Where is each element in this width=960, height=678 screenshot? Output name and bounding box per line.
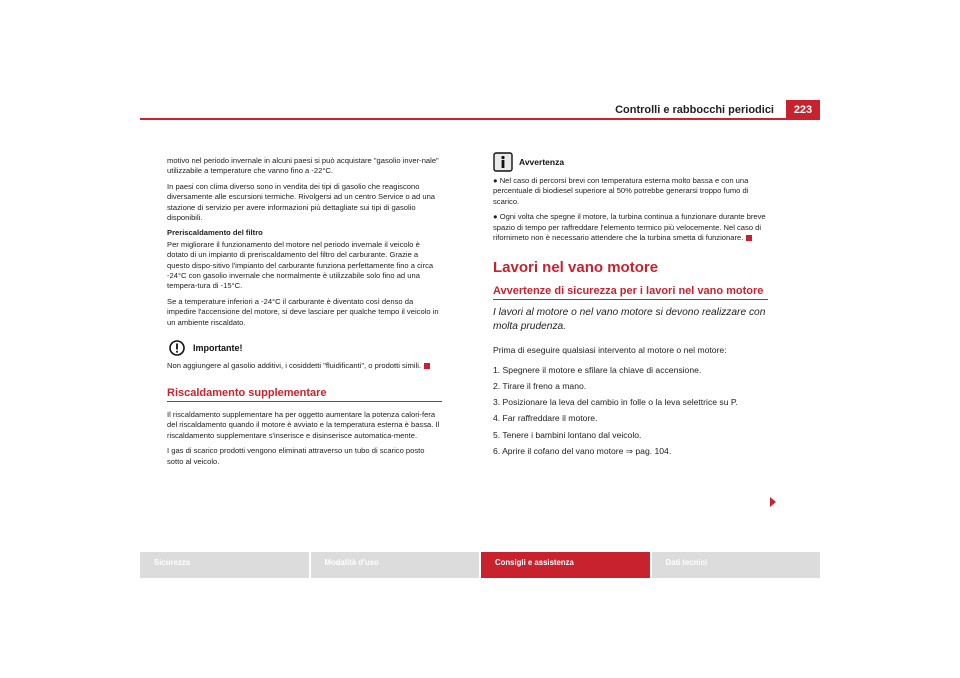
list-item: 2. Tirare il freno a mano. [493,380,587,391]
running-header-title: Controlli e rabbocchi periodici [615,104,774,116]
footer-tab-modalita-uso[interactable]: Modalità d'uso [311,552,480,578]
subheading-filter-preheating: Preriscaldamento del filtro [167,228,263,238]
section-title-engine-safety: Avvertenze di sicurezza per i lavori nel vano motore [493,284,764,297]
important-notice-header [167,338,442,358]
list-item: 1. Spegnere il motore e sfilare la chiave di accensione. [493,364,702,375]
chapter-title: Lavori nel vano motore [493,259,659,277]
section-divider [493,299,768,300]
list-item: 4. Far raffreddare il motore. [493,413,598,424]
paragraph: Il riscaldamento supplementare ha per oggetto aumentare la potenza calori-fera del riscaldamento quando il motore è avviato e la temperatura esterna è bassa. Il riscaldamento supplementare s'inserisce e disinserisce automatica-mente. [167,409,440,440]
list-item: 3. Posizionare la leva del cambio in folle o la leva selettrice su P. [493,397,738,408]
paragraph: Per migliorare il funzionamento del motore nel periodo invernale il veicolo è dotato di un impianto di preriscaldamento del filtro del carburante. Grazie a questo dispo-sitivo l'impianto del carburante funziona perfettamente fino a circa -24°C con gasolio invernale che normalmente è utilizzabile solo fino ad una tempera-tura di -15°C. [167,239,434,291]
procedure-intro: Prima di eseguire qualsiasi intervento al motore o nel motore: [493,345,727,356]
exclamation-icon [167,338,187,358]
warning-info-icon [493,152,513,172]
list-item: 6. Aprire il cofano del vano motore ⇒ pag. 104. [493,446,672,457]
end-of-section-mark [424,363,430,369]
page-number: 223 [786,100,820,120]
footer-tab-dati-tecnici[interactable]: Dati tecnici [652,552,821,578]
left-column [167,156,442,472]
bullet-icon: ● [493,176,500,185]
footer-navigation [140,552,820,578]
warning-notice-header [493,152,768,172]
end-of-section-mark [746,235,752,241]
footer-tab-consigli-assistenza[interactable]: Consigli e assistenza [481,552,650,578]
section-title-supplementary-heating: Riscaldamento supplementare [167,386,327,399]
bullet-icon: ● [493,212,500,222]
paragraph: In paesi con clima diverso sono in vendita dei tipi di gasolio che reagiscono diversamente alle escursioni termiche. Rivolgersi ad un centro Service o ad una stazione di servizio per avere informazioni più dettagliate sui tipi di gasolio disponibili. [167,181,436,223]
paragraph: motivo nel periodo invernale in alcuni paesi si può acquistare "gasolio inver-nale" utilizzabile a temperature che vanno fino a -22°C. [167,156,439,176]
important-text: Non aggiungere al gasolio additivi, i cosiddetti "fluidificanti", o prodotti simili. [167,361,442,371]
warning-bullet: ● Ogni volta che spegne il motore, la turbina continua a funzionare durante breve spazio di tempo per raffreddare l'elemento termico più velocemente. Nel caso di rifornimeto non è necessario attendere che la turbina smetta di funzionare. [493,212,766,243]
procedure-list [493,342,768,459]
header-divider [140,118,820,120]
right-column [493,152,768,459]
continue-arrow-icon [770,497,776,507]
section-divider [167,401,442,402]
warning-title: Avvertenza [519,156,565,167]
footer-tab-sicurezza[interactable]: Sicurezza [140,552,309,578]
lead-paragraph: I lavori al motore o nel vano motore si devono realizzare con molta prudenza. [493,307,766,333]
paragraph: I gas di scarico prodotti vengono eliminati attraverso un tubo di scarico posto sotto al veicolo. [167,446,425,466]
warning-bullet: ● Nel caso di percorsi brevi con temperatura esterna molto bassa e con una percentuale di biodiesel superiore al 50% potrebbe generarsi troppo fumo di scarico. [493,176,749,206]
list-item: 5. Tenere i bambini lontano dal veicolo. [493,429,642,440]
important-title: Importante! [193,342,243,353]
paragraph: Se a temperature inferiori a -24°C il carburante è diventato così denso da impedire l'accensione del motore, si deve lasciare per qualche tempo il veicolo in un ambiente riscaldato. [167,296,439,327]
